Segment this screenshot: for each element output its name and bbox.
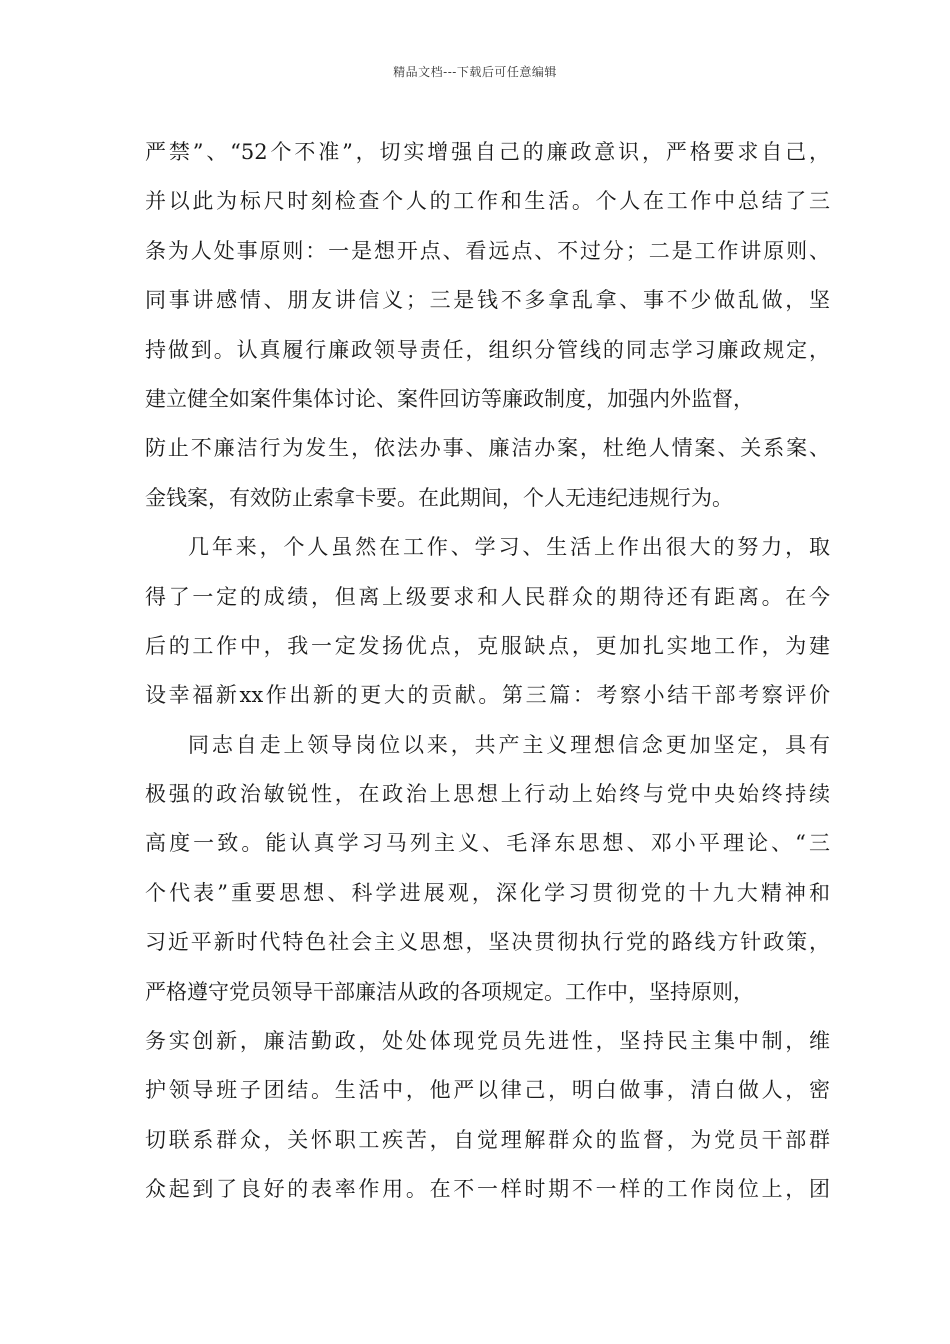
paragraph-first-line: 同志自走上领导岗位以来，共产主义理想信念更加坚定，具有 [188,732,830,757]
text-line: 条为人处事原则：一是想开点、看远点、不过分；二是工作讲原则、 [145,238,830,263]
text-line: 后的工作中，我一定发扬优点，克服缺点，更加扎实地工作，为建 [145,633,830,658]
document-body [145,128,830,1215]
text-line: 众起到了良好的表率作用。在不一样时期不一样的工作岗位上，团 [145,1177,830,1202]
text-line: 建立健全如案件集体讨论、案件回访等廉政制度，加强内外监督， [145,386,754,411]
text-line: 极强的政治敏锐性，在政治上思想上行动上始终与党中央始终持续 [145,782,830,807]
text-line: 设幸福新xx作出新的更大的贡献。第三篇：考察小结干部考察评价 [145,683,830,708]
text-line: 护领导班子团结。生活中，他严以律己，明白做事，清白做人，密 [145,1078,830,1103]
text-line: 切联系群众，关怀职工疾苦，自觉理解群众的监督，为党员干部群 [145,1127,830,1152]
text-line: 务实创新，廉洁勤政，处处体现党员先进性，坚持民主集中制，维 [145,1029,830,1054]
text-line: 习近平新时代特色社会主义思想，坚决贯彻执行党的路线方针政策， [145,930,830,955]
text-line: 个代表”重要思想、科学进展观，深化学习贯彻党的十九大精神和 [145,880,830,905]
text-line: 持做到。认真履行廉政领导责任，组织分管线的同志学习廉政规定， [145,337,830,362]
text-line: 防止不廉洁行为发生，依法办事、廉洁办案，杜绝人情案、关系案、 [145,436,830,461]
text-line: 得了一定的成绩，但离上级要求和人民群众的期待还有距离。在今 [145,584,830,609]
text-line: 严禁”、“52个不准”，切实增强自己的廉政意识，严格要求自己， [145,140,830,164]
text-line: 并以此为标尺时刻检查个人的工作和生活。个人在工作中总结了三 [145,189,830,214]
text-line: 金钱案，有效防止索拿卡要。在此期间，个人无违纪违规行为。 [145,485,733,510]
page-header: 精品文档---下载后可任意编辑 [393,65,557,79]
paragraph-first-line: 几年来，个人虽然在工作、学习、生活上作出很大的努力，取 [188,535,830,560]
text-line: 严格遵守党员领导干部廉洁从政的各项规定。工作中，坚持原则， [145,979,754,1004]
text-line: 高度一致。能认真学习马列主义、毛泽东思想、邓小平理论、“三 [145,831,830,856]
text-line: 同事讲感情、朋友讲信义；三是钱不多拿乱拿、事不少做乱做，坚 [145,288,830,313]
